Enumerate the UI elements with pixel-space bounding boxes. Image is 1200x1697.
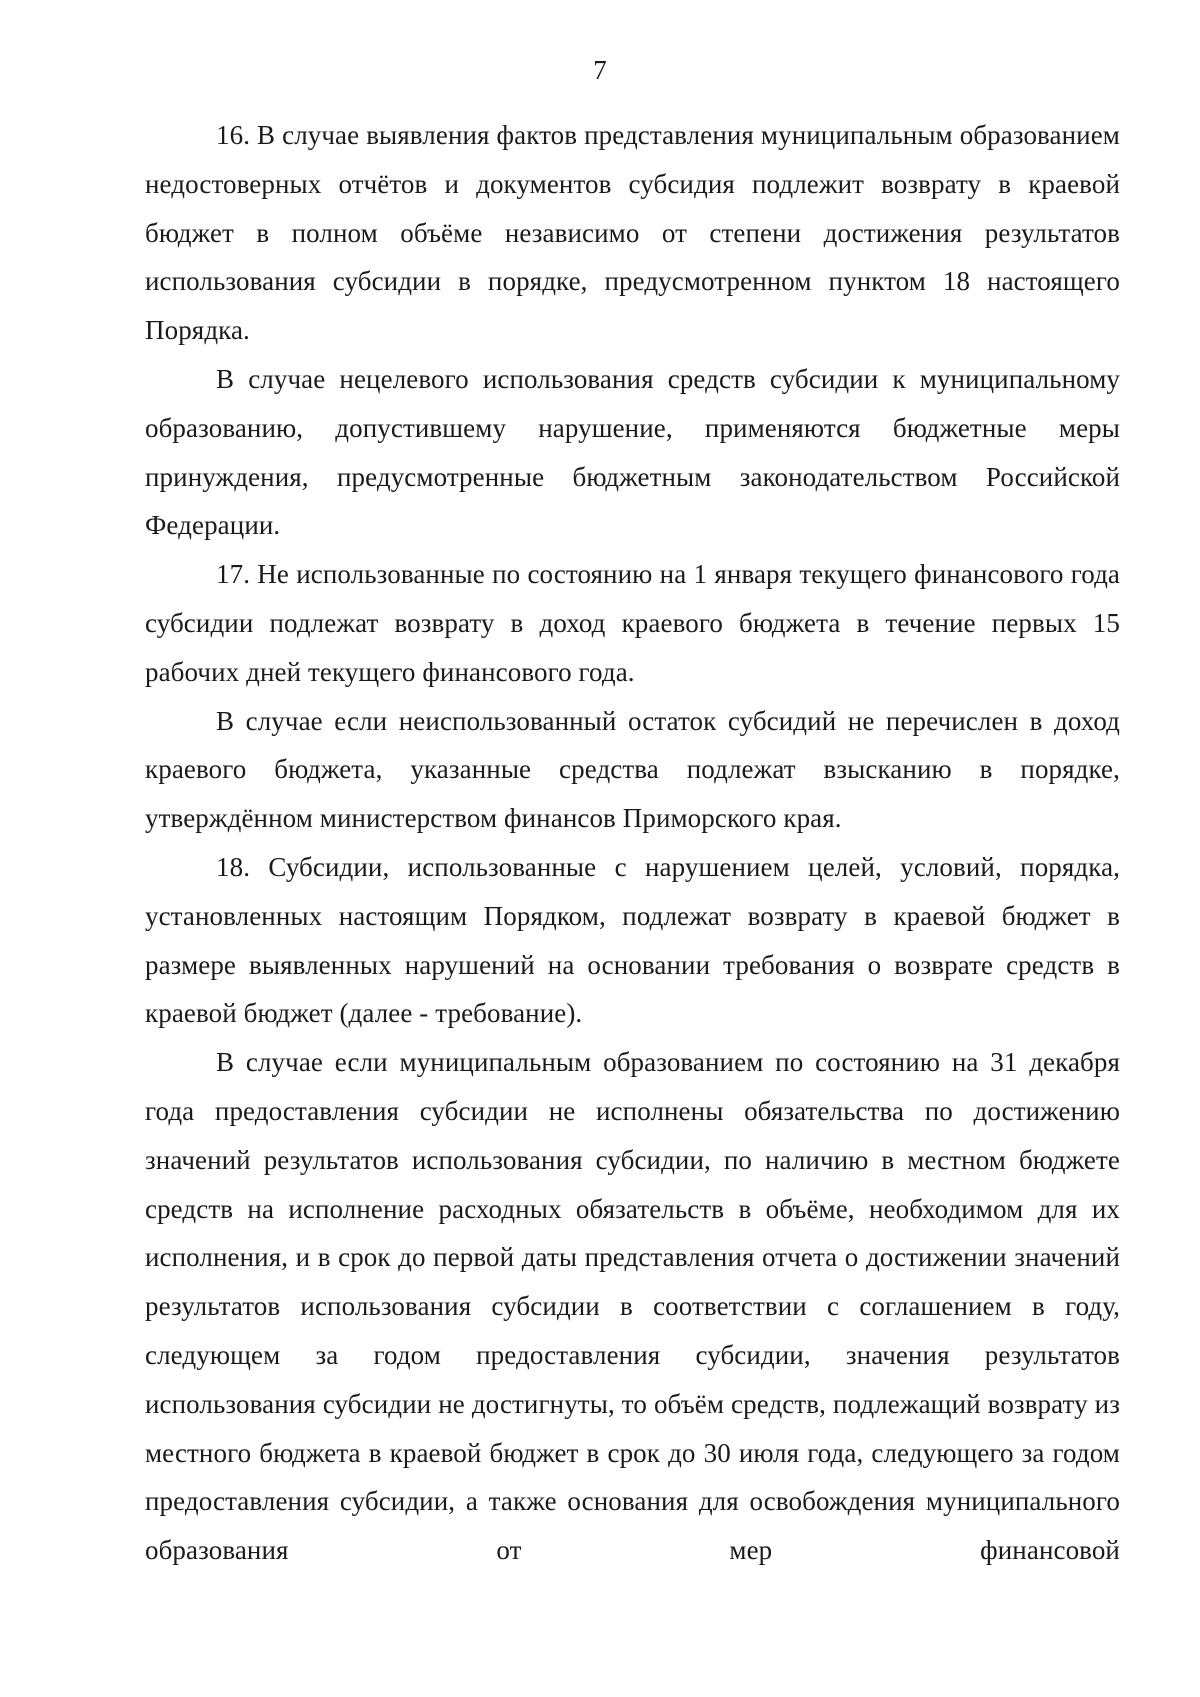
document-body [145,111,1120,1575]
paragraph-17-remainder: В случае если неиспользованный остаток субсидий не перечислен в доход краевого бюджета, указанные средства подлежат взысканию в порядке, утверждённом министерством финансов Приморского края. [145,705,1120,834]
paragraph-18-results: В случае если муниципальным образованием по состоянию на 31 декабря года предоставления субсидии не исполнены обязательства по достижению значений результатов использования субсидии, по наличию в местном бюджете средств на исполнение расходных обязательств в объёме, необходимом для их исполнения, и в срок до первой даты представления отчета о достижении значений результатов использования субсидии в соответствии с соглашением в году, следующем за годом предоставления субсидии, значения результатов использования субсидии не достигнуты, то объём средств, подлежащий возврату из местного бюджета в краевой бюджет в срок до 30 июля года, следующего за годом предоставления субсидии, а также основания для освобождения муниципального образования от мер финансовой [145,1047,1120,1566]
paragraph-16-misuse: В случае нецелевого использования средств субсидии к муниципальному образованию, допустившему нарушение, применяются бюджетные меры принуждения, предусмотренные бюджетным законодательством Российской Федерации. [145,363,1120,541]
paragraph-16: 16. В случае выявления фактов представления муниципальным образованием недостоверных отчётов и документов субсидия подлежит возврату в краевой бюджет в полном объёме независимо от степени достижения результатов использования субсидии в порядке, предусмотренном пунктом 18 настоящего Порядка. [145,120,1120,346]
paragraph-18: 18. Субсидии, использованные с нарушением целей, условий, порядка, установленных настоящим Порядком, подлежат возврату в краевой бюджет в размере выявленных нарушений на основании требования о возврате средств в краевой бюджет (далее - требование). [145,851,1120,1029]
page-number: 7 [593,55,607,85]
paragraph-17: 17. Не использованные по состоянию на 1 января текущего финансового года субсидии подлежат возврату в доход краевого бюджета в течение первых 15 рабочих дней текущего финансового года. [145,559,1120,687]
